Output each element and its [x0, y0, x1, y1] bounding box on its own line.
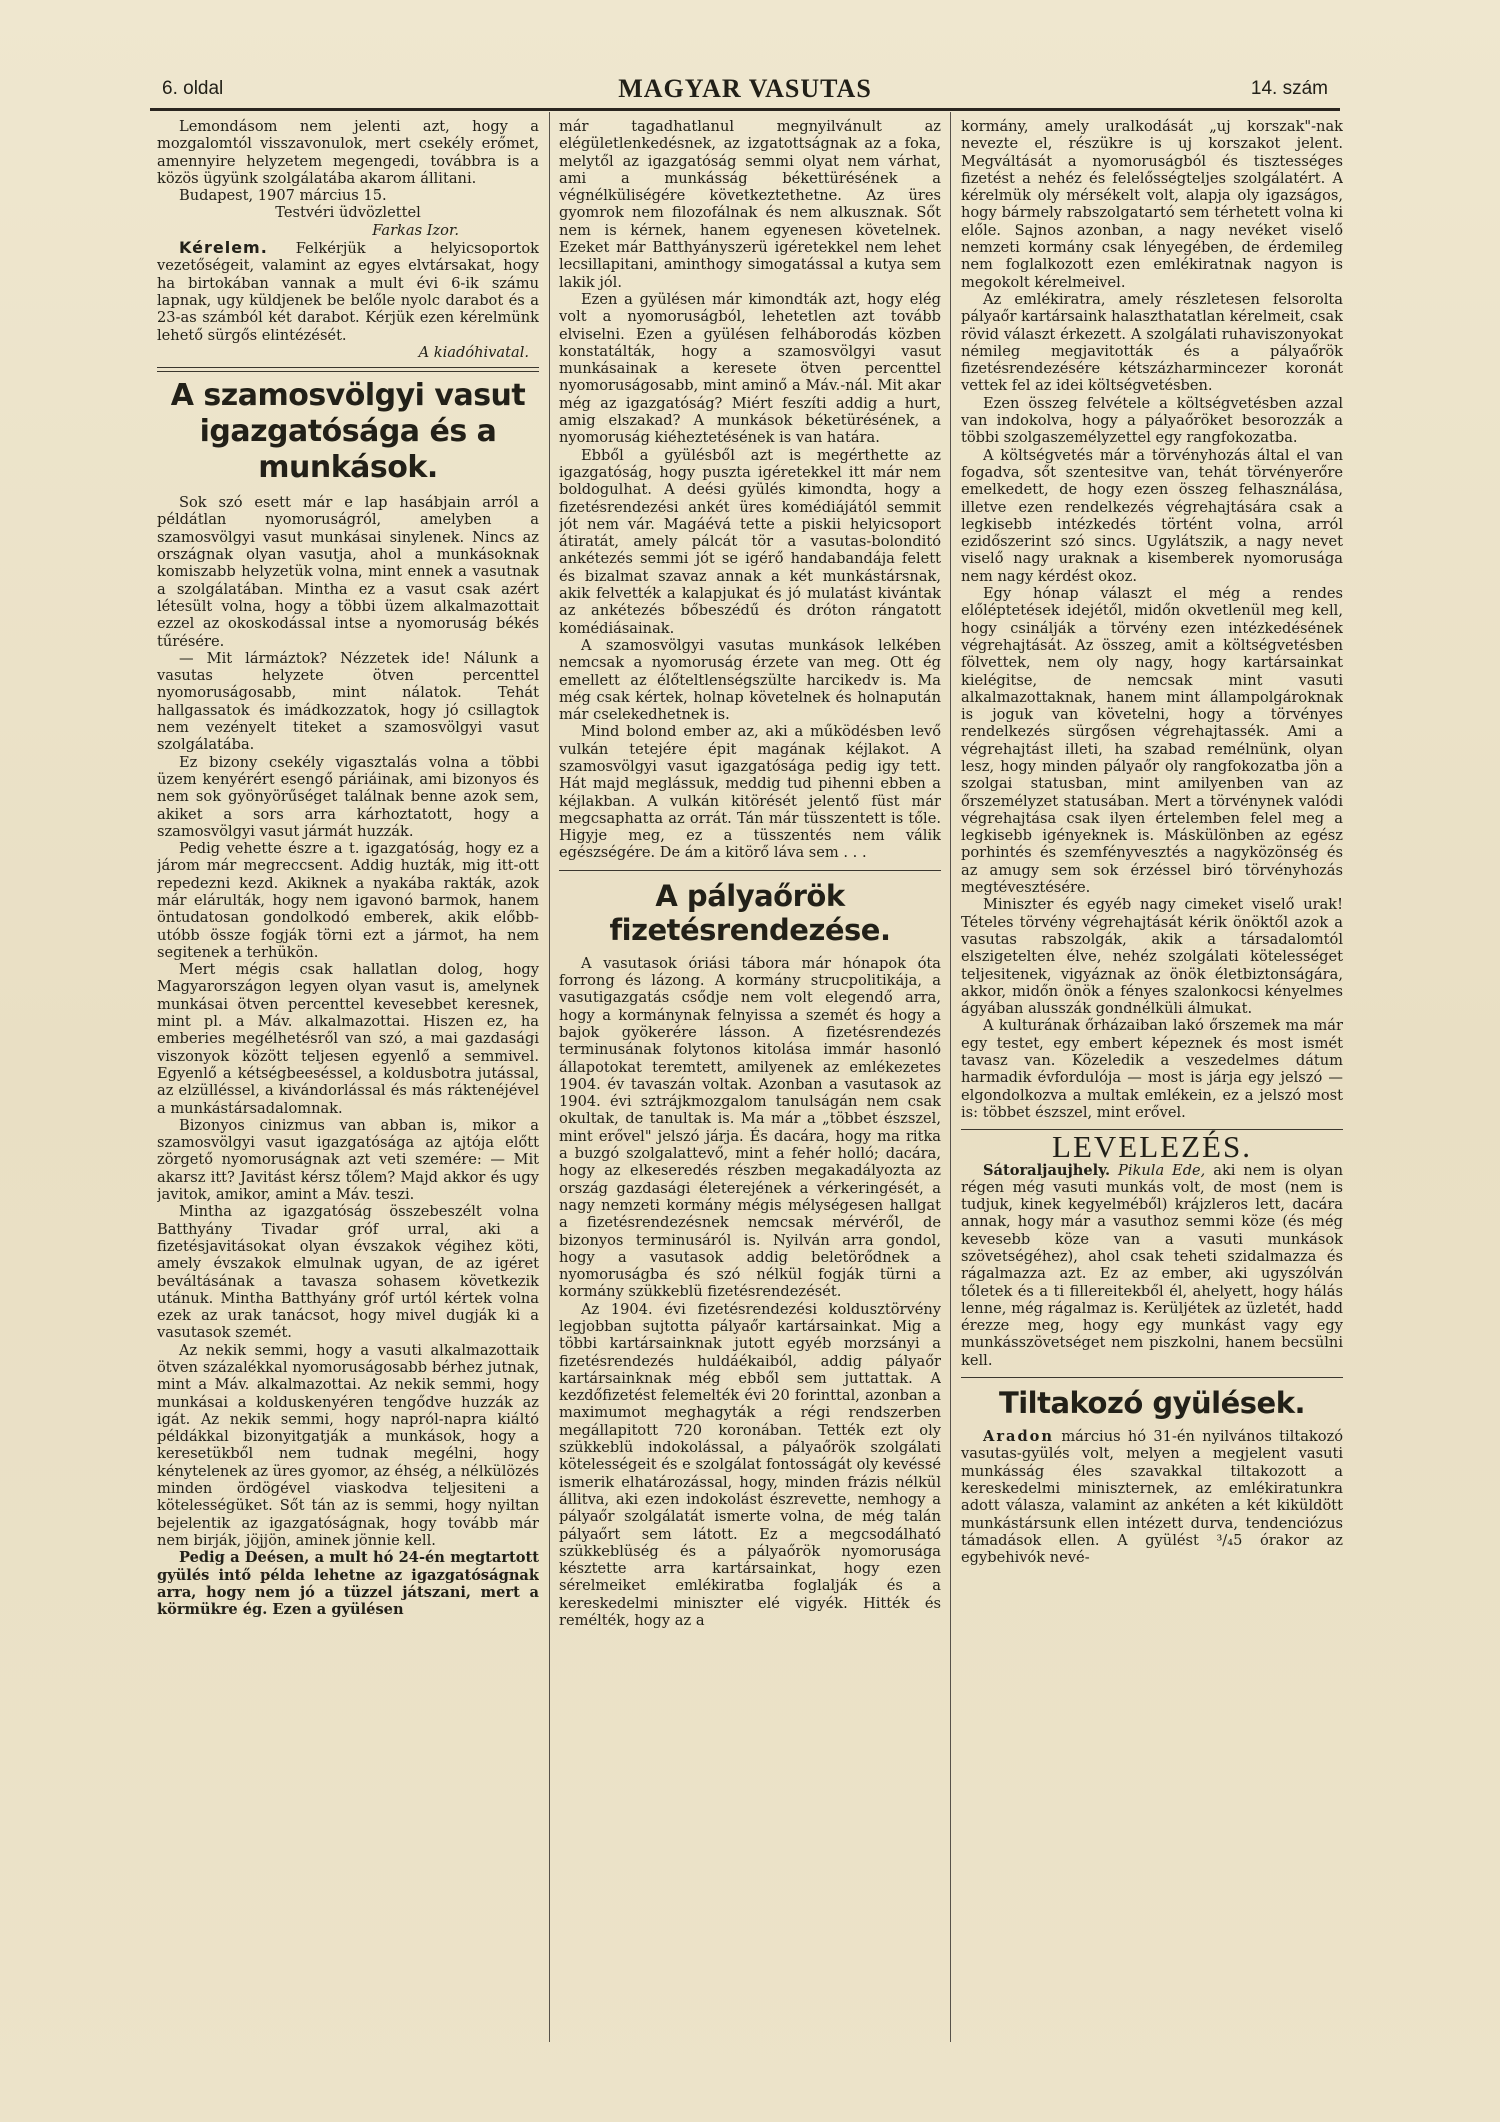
letter-date: Budapest, 1907 március 15.: [179, 187, 387, 205]
column-2: [559, 118, 941, 2053]
kerelem-body: Felkérjük a helyicsoportok vezetőségeit, valamint az egyes elvtársakat, hogy ha birtokában vannak a mult évi 6-ik számu lapnak, ugy küldjenek be belőle nyolc darabot és a 23-as számból két darabot. Kérjük ezen kérelmünk lehető sürgős elintézését.: [157, 240, 539, 344]
article-paragraph: Pedig vehette észre a t. igazgatóság, hogy ez a járom már megreccsent. Addig huzták, mig itt-ott repedezni kezd. Akiknek a nyakába rakták, azok már elárulták, hogy nem igavonó barmok, hanem öntudatosan gondolkodó emberek, akik előbb-utóbb össze fogják törni ezt a jármot, ha nem segitenek a terhükön.: [157, 840, 539, 961]
article-paragraph: Miniszter és egyéb nagy cimeket viselő urak! Tételes törvény végrehajtását kérik önöktől azok a vasutas rabszolgák, akik a társadalomtól elszigetelten élve, nehéz szolgálati kötelességet teljesitenek, vigyáznak az önök életbiztonságára, akkor, midőn önök a fényes szalonkocsi kényelmes ágyában alusszák gondnélküli álmukat.: [961, 896, 1343, 1018]
article-paragraph: már tagadhatlanul megnyilvánult az elégületlenkedésnek, az izgatottságnak az a foka, melytől az igazgatóság semmi olyat nem várhat, ami a munkásság békettürésének a végnélküliségére következtethetne. Az üres gyomrok nem filozofálnak és nem alkusznak. Sőt nem is kérnek, hanem egyenesen követelnek. Ezeket már Batthyányszerü igéretekkel nem lehet lecsillapitani, aminthogy simogatással a kutya sem lakik jól.: [559, 118, 941, 291]
article-paragraph: kormány, amely uralkodását „uj korszak"-nak nevezte el, részükre is uj korszakot jelent. Megváltását a nyomoruságból és tisztességes fizetést a nehéz és felelősségteljes szolgálatért. A kérelmük oly mérsékelt volt, alapja oly igazságos, hogy bármely rabszolgatartó sem térhetett volna ki előle. Sajnos azonban, a nagy nevéket viselő nemzeti kormány csak lényegében, de érdemileg nem foglalkozott ezen emlékiratnak nagyon is megokolt kérelmeivel.: [961, 118, 1343, 291]
section-divider: [961, 1377, 1343, 1378]
article-headline: A pályaőrök fizetésrendezése.: [609, 878, 891, 947]
section-title-tiltakozo: Tiltakozó gyülések.: [998, 1386, 1306, 1421]
kerelem-title: Kérelem.: [179, 238, 268, 258]
article-paragraph: A kulturának őrházaiban lakó őrszemek ma már egy testet, egy embert képeznek és most ismét tavasz van. Közeledik a veszedelmes dátum harmadik évfordulója — most is járja egy jelszó — elgondolkozva a multak emlékein, ez a jelszó most is: többet észszel, mint erővel.: [961, 1017, 1343, 1121]
article-paragraph: Az 1904. évi fizetésrendezési koldusztörvény legjobban sujtotta pályaőr kartársainkat. Mig a többi kartársainknak jutott egyéb morzsányi a fizetésrendezés huldáékaiból, addig pályaőr kartársainknak még ebből sem juttattak. A kezdőfizetést felemelték évi 20 forinttal, azonban a maximumot meghagyták a régi rendszerben megállapitott 720 koronában. Tették ezt oly szükkeblü indokolással, a pályaőrök szolgálati kötelességeit és e szolgálat fontosságát oly kevéssé ismerik elhatározással, hogy, minden frázis nélkül állitva, aki ezen indokolást észrevette, nemhogy a pályaőr szolgálatát ismerte volna, de még talán pályaőrt sem látott. Ez a megcsodálható szükkeblüség és a pályaőrök nyomorusága késztette arra kartársainkat, hogy ezen sérelmeiket emlékiratba foglalják és a kereskedelmi miniszter elé vigyék. Hitték és remélték, hogy az a: [559, 1300, 941, 1630]
article-paragraph: Ezen összeg felvétele a költségvetésben azzal van indokolva, hogy a pályaőröket besorozzák a többi szolgaszemélyzettel egy rangfokozatba.: [961, 394, 1343, 447]
column-divider: [549, 112, 550, 2042]
article-headline: A szamosvölgyi vasut igazgatósága és a munkások.: [170, 378, 526, 486]
article-paragraph: Pedig a Deésen, a mult hó 24-én megtartott gyülés intő példa lehetne az igazgatóságnak arra, hogy nem jó a tüzzel játszani, mert a körmükre ég. Ezen a gyülésen: [157, 1549, 539, 1619]
article-paragraph: — Mit lármáztok? Nézzetek ide! Nálunk a vasutas helyzete ötven percenttel nyomoruságosabb, mint nálatok. Tehát hallgassatok és imádkozzatok, hogy jó csillagtok nem vezényelt titeket a szamosvölgyi vasut szolgálatába.: [157, 649, 539, 754]
letter-location: Sátoraljaujhely.: [983, 1161, 1111, 1179]
article-paragraph: Mintha az igazgatóság összebeszélt volna Batthyány Tivadar gróf urral, aki a fizetésjavitásokat olyan évszakok végihez köti, amely évszakok elmulnak ugyan, de az igéret beváltásának a tavasza sohasem következik utánuk. Mintha Batthyány gróf urtól kértek volna ezek az urak tanácsot, hogy mivel dugják ki a vasutasok szemét.: [157, 1203, 539, 1342]
article-paragraph: Az emlékiratra, amely részletesen felsorolta pályaőr kartársaink halaszthatatlan kérelmeit, csak rövid választ érkezett. A szolgálati ruhaviszonyokat némileg megjavitották és a pályaőrök fizetésrendezésére kétszázharmincezer koronát vettek fel az idei költségvetésben.: [961, 290, 1343, 395]
letter-person: Pikula Ede,: [1118, 1161, 1206, 1179]
article-paragraph: Ezen a gyülésen már kimondták azt, hogy elég volt a nyomoruságból, lehetetlen azt tovább elviselni. Ezen a gyülésen felháborodás közben konstatálták, hogy a szamosvölgyi vasut munkásainak a keresete ötven percenttel nyomoruságosabb, mint aminő a Máv.-nál. Mit akar még az igazgatóság? Miért feszíti addig a hurt, amig elszakad? A munkások béketürésének, a nyomoruság kiéheztetésének is van határa.: [559, 290, 941, 447]
section-divider: [559, 870, 941, 871]
column-1: [157, 118, 539, 2053]
kerelem-signature: A kiadóhivatal.: [418, 343, 529, 361]
newspaper-title: MAGYAR VASUTAS: [618, 74, 872, 103]
article-paragraph: Mert mégis csak hallatlan dolog, hogy Magyarországon legyen olyan vasut is, amelynek munkásai ötven percenttel kevesebbet keresnek, mint pl. a Máv. alkalmazottai. Hiszen ez, ha emberies megélhetésről van szó, a mai gazdasági viszonyok között teljesen egyenlő a semmivel. Egyenlő a kétségbeeséssel, a koldusbotra jutással, az elzülléssel, a kivándorlással és más ráktenéjével a munkástársadalomnak.: [157, 961, 539, 1117]
section-title-levelezes: LEVELEZÉS.: [1052, 1129, 1252, 1165]
article-paragraph: Sok szó esett már e lap hasábjain arról a példátlan nyomoruságról, amelyben a szamosvölgyi vasut munkásai sinylenek. Nincs az országnak olyan vasutja, ahol a munkásoknak komiszabb helyzetük volna, mint ennek a vasutnak a szolgálatában. Mintha ez a vasut csak azért létesült volna, hogy a többi üzem alkalmazottait ezzel az okoskodással intse a nyomoruság békés tűrésére.: [157, 494, 539, 650]
header-rule: [150, 108, 1340, 111]
column-3: [961, 118, 1343, 2053]
issue-number: 14. szám: [1250, 78, 1328, 99]
letter-greeting: Testvéri üdvözlettel: [275, 204, 421, 222]
masthead: [150, 74, 1340, 106]
article-paragraph: A vasutasok óriási tábora már hónapok óta forrong és lázong. A kormány strucpolitikája, a vasutigazgatás csődje nem volt elegendő arra, hogy a kormánynak felnyissa a szemét és hogy a bajok gyökerére lásson. A fizetésrendezés terminusának folytonos kitolása immár hasonló állapotokat teremtett, amilyenek az emlékezetes 1904. év tavaszán voltak. Azonban a vasutasok az 1904. évi sztrájkmozgalom tanulságán nem csak okultak, de tanultak is. Ma már a „többet észszel, mint erővel" jelszó járja. És dacára, hogy ma ritka a buzgó szolgalattevő, mint a fehér holló; dacára, hogy az elkeseredés részben megakadályozta az ország gazdasági életerejének a vérkeringését, a nagy nemzeti kormány mégis mélységesen hallgat a fizetésrendezésnek nemcsak mérvéről, de bizonyos terminusáról is. Nyilván arra gondol, hogy a vasutasok addig beletörődnek a nyomoruságba és szó nélkül fogják türni a kormány szükkeblü fizetésrendezését.: [559, 954, 941, 1301]
column-divider: [950, 112, 951, 2042]
article-paragraph: Egy hónap választ el még a rendes előléptetések idejétől, midőn okvetlenül meg kell, hogy csinálják a törvény ezen intézkedésének végrehajtását. Az összeg, amit a költségvetésben fölvettek, nem oly nagy, hogy kartársainkat kielégitse, de nemcsak mint vasuti alkalmazottaknak, hanem mint állampolgároknak is joguk van követelni, hogy a törvényes rendelkezés sürgősen végrehajtassék. Ami a végrehajtást illeti, ha szabad remélnünk, olyan lesz, hogy minden pályaőr oly rangfokozatba jön a szolgai statusban, mint amilyenben van az őrszemélyzet statusában. Mert a törvénynek valódi végrehajtása csak ilyen értelemben felel meg a legkisebb igényeknek is. Máskülönben az egész porhintés és szemfényvesztés a nagyközönség és az amugy sem sok érzéssel biró törvényhozás megtévesztésére.: [961, 585, 1343, 897]
section-divider: [157, 367, 539, 372]
article-paragraph: A költségvetés már a törvényhozás által el van fogadva, sőt szentesitve van, tehát törvényerőre emelkedett, de hogy ezen összeg felhasználása, illetve ezen rendelkezés végrehajtására csak a legkisebb intézkedés történt volna, arról ezidőszerint szó sincs. Ugylátszik, a nagy nevet viselő nagy uraknak a kisemberek nyomorusága nem nagy kérdést okoz.: [961, 446, 1343, 585]
meeting-body: március hó 31-én nyilvános tiltakozó vasutas-gyülés volt, melyen a megjelent vasuti munkásság éles szavakkal tiltakozott a kereskedelmi miniszternek, az emlékiratunkra adott válasza, valamint az ankéten a két kiküldött munkástársunk ellen intézett durva, tendenciózus támadások ellen. A gyülést ³/₄5 órakor az egybehivók nevé-: [961, 1428, 1343, 1567]
article-paragraph: A szamosvölgyi vasutas munkások lelkében nemcsak a nyomoruság érzete van meg. Ott ég emellett az élőteltlenségszülte harcikedv is. Ma még csak kértek, holnap követelnek és holnapután már cselekedhetnek is.: [559, 636, 941, 724]
article-paragraph: Mind bolond ember az, aki a működésben levő vulkán tetejére épit magának kéjlakot. A szamosvölgyi vasut igazgatósága pedig igy tett. Hát majd meglássuk, meddig tud pihenni ebben a kéjlakban. A vulkán kitörését jelentő füst már megcsaphatta az orrát. Tán már tüsszentett is tőle. Higyje meg, ez a tüsszentés nem válik egészségére. De ám a kitörő láva sem . . .: [559, 723, 941, 862]
article-paragraph: Ez bizony csekély vigasztalás volna a többi üzem kenyérért esengő páriáinak, ami bizonyos és nem sok gyönyörűséget találnak benne azok sem, akiket a sors arra kárhoztatott, hogy a szamosvölgyi vasut jármát huzzák.: [157, 753, 539, 840]
letter-body: aki nem is olyan régen még vasuti munkás volt, de most (nem is tudjuk, kinek kegyelméből) krájzleros lett, dacára annak, hogy már a vasuthoz semmi köze (és még kevesebb köze van a vasuti munkások szövetségéhez), ahol csak teheti szidalmazza és rágalmazza azt. Ez az ember, aki ugyszólván tőletek és a ti fillereitekből él, ahelyett, hogy hálás lenne, még rágalmaz is. Kerüljétek az üzletét, hadd érezze meg, hogy egy munkást vagy egy munkásszövetséget nem piszkolni, hanem becsülni kell.: [961, 1161, 1343, 1369]
letter-paragraph: Lemondásom nem jelenti azt, hogy a mozgalomtól visszavonulok, mert csekély erőmet, amennyire helyzetem megengedi, továbbra is a közös ügyünk szolgálatába akarom állitani.: [157, 118, 539, 187]
article-paragraph: Ebből a gyülésből azt is megérthette az igazgatóság, hogy puszta igéretekkel itt már nem boldogulhat. A deési gyülés kimondta, hogy a fizetésrendezési ankét üres komédiájától semmit jót nem vár. Magáévá tette a piskii helyicsoport átiratát, amely pálcát tör a vasutas-bolonditó ankétezés semmi jót se igérő handabandája felett és bizalmat szavaz annak a két munkástársnak, akik felvették a kalapjukat és jó mulatást kivántak az ankétezés bőbeszédű és dróton rángatott komédiásainak.: [559, 446, 941, 637]
article-paragraph: Bizonyos cinizmus van abban is, mikor a szamosvölgyi vasut igazgatósága az ajtója előtt zörgető nyomoruságnak azt veti szemére: — Mit akarsz itt? Javitást kérsz tőlem? Majd akkor és ugy javitok, amikor, amint a Máv. teszi.: [157, 1116, 539, 1204]
page-number: 6. oldal: [162, 78, 224, 99]
article-paragraph: Az nekik semmi, hogy a vasuti alkalmazottaik ötven százalékkal nyomoruságosabb bérhez jutnak, mint a Máv. alkalmazottai. Az nekik semmi, hogy munkásai a kolduskenyéren tengődve huzzák az igát. Az nekik semmi, hogy napról-napra kiáltó példákkal bizonyitgatják a munkások, hogy a keresetükből nem tudnak megélni, hogy kénytelenek az üres gyomor, az éhség, a nélkülözés minden ördögével viaskodva teljesiteni a kötelességüket. Sőt tán az is semmi, hogy nyiltan bejelentik az igazgatóságnak, hogy tovább már nem birják, jöjjön, aminek jönnie kell.: [157, 1341, 539, 1549]
meeting-location: Aradon: [983, 1428, 1055, 1446]
letter-signature: Farkas Izor.: [372, 221, 459, 239]
